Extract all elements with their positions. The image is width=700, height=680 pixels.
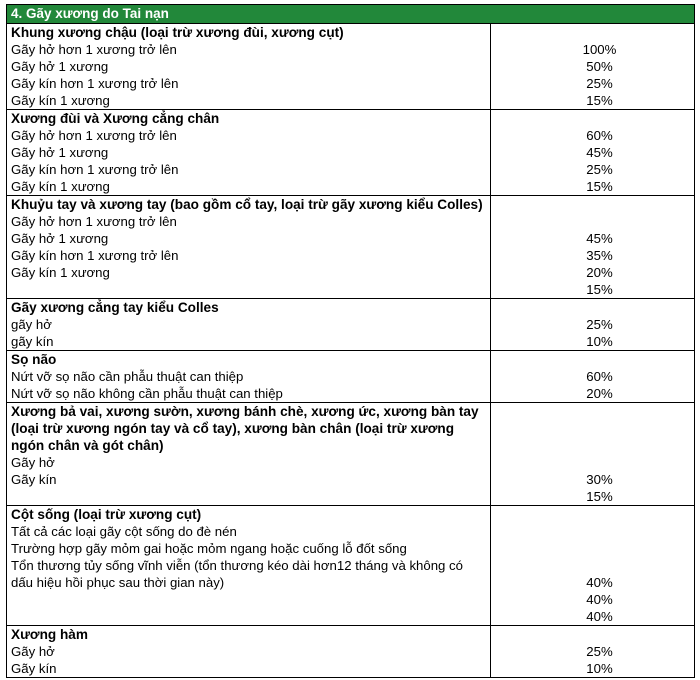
item-value: 20% [586, 386, 613, 401]
spacer [495, 299, 690, 316]
item-label: Gãy kín [11, 472, 57, 487]
section-elbow-arm [7, 196, 695, 299]
spacer [495, 196, 690, 213]
section-description [7, 196, 491, 299]
section-pelvis [7, 24, 695, 110]
item-value: 20% [586, 265, 613, 280]
item-value: 35% [586, 248, 613, 263]
item-value: 15% [586, 93, 613, 108]
item-value: 50% [586, 59, 613, 74]
item-label: Gãy kín 1 xương [11, 265, 110, 280]
section-heading: Sọ não [11, 352, 57, 367]
spacer [495, 626, 690, 643]
item-value: 40% [586, 609, 613, 624]
item-label: Gãy kín [11, 661, 57, 676]
spacer [495, 213, 690, 230]
item-label: Gãy hở [11, 455, 55, 470]
item-value: 15% [586, 282, 613, 297]
section-scapula-ribs [7, 403, 695, 506]
section-percentages [491, 626, 695, 678]
item-label: Trường hợp gãy mỏm gai hoặc mỏm ngang hoặc cuống lỗ đốt sống [11, 541, 407, 556]
item-value: 60% [586, 369, 613, 384]
spacer [495, 454, 690, 471]
item-label: Nứt vỡ sọ não cần phẫu thuật can thiệp [11, 369, 244, 384]
section-percentages [491, 24, 695, 110]
section-percentages [491, 506, 695, 626]
fracture-benefits-table [6, 4, 695, 678]
item-label: Gãy hở 1 xương [11, 231, 109, 246]
item-value: 45% [586, 231, 613, 246]
item-label: gãy kín [11, 334, 54, 349]
section-heading: Khuỷu tay và xương tay (bao gồm cổ tay, loại trừ gãy xương kiểu Colles) [11, 197, 483, 212]
item-value: 100% [582, 42, 617, 57]
item-label: gãy hở [11, 317, 52, 332]
section-femur-shin [7, 110, 695, 196]
item-label: Gãy kín 1 xương [11, 179, 110, 194]
spacer [495, 403, 690, 420]
spacer [495, 420, 690, 437]
item-value: 25% [586, 644, 613, 659]
section-percentages [491, 351, 695, 403]
section-percentages [491, 403, 695, 506]
item-label: Gãy hở hơn 1 xương trở lên [11, 214, 177, 229]
section-description [7, 506, 491, 626]
item-label: Nứt vỡ sọ não không cần phẫu thuật can thiệp [11, 386, 283, 401]
spacer [495, 523, 690, 540]
section-colles [7, 299, 695, 351]
item-value: 40% [586, 575, 613, 590]
spacer [495, 506, 690, 523]
item-label: Tất cả các loại gãy cột sống do đè nén [11, 524, 237, 539]
spacer [495, 437, 690, 454]
section-heading: Xương bả vai, xương sườn, xương bánh chè, xương ức, xương bàn tay (loại trừ xương ngón tay và cổ tay), xương bàn chân (loại trừ xương ngón chân và gót chân) [11, 404, 479, 453]
section-heading: Cột sống (loại trừ xương cụt) [11, 507, 202, 522]
spacer [495, 24, 690, 41]
section-description [7, 299, 491, 351]
item-value: 30% [586, 472, 613, 487]
table-title: 4. Gãy xương do Tai nạn [7, 5, 695, 24]
section-percentages [491, 196, 695, 299]
item-value: 25% [586, 162, 613, 177]
item-label: Gãy hở hơn 1 xương trở lên [11, 42, 177, 57]
item-value: 10% [586, 661, 613, 676]
table-title-row [7, 5, 695, 24]
section-description [7, 24, 491, 110]
item-label: Gãy kín 1 xương [11, 93, 110, 108]
section-heading: Xương hàm [11, 627, 88, 642]
spacer [495, 540, 690, 557]
item-label: Gãy hở hơn 1 xương trở lên [11, 128, 177, 143]
item-label: Gãy kín hơn 1 xương trở lên [11, 162, 179, 177]
item-value: 25% [586, 317, 613, 332]
item-value: 10% [586, 334, 613, 349]
section-jaw [7, 626, 695, 678]
section-spine [7, 506, 695, 626]
spacer [495, 110, 690, 127]
item-value: 25% [586, 76, 613, 91]
section-heading: Khung xương chậu (loại trừ xương đùi, xương cụt) [11, 25, 344, 40]
section-skull [7, 351, 695, 403]
section-heading: Gãy xương cẳng tay kiểu Colles [11, 300, 219, 315]
item-label: Gãy kín hơn 1 xương trở lên [11, 248, 179, 263]
item-label: Tổn thương tủy sống vĩnh viễn (tổn thương kéo dài hơn12 tháng và không có dấu hiệu hồi phục sau thời gian này) [11, 558, 463, 590]
section-percentages [491, 110, 695, 196]
section-percentages [491, 299, 695, 351]
section-description [7, 351, 491, 403]
item-value: 15% [586, 489, 613, 504]
item-value: 15% [586, 179, 613, 194]
item-value: 45% [586, 145, 613, 160]
item-label: Gãy hở 1 xương [11, 145, 109, 160]
item-label: Gãy hở 1 xương [11, 59, 109, 74]
section-description [7, 626, 491, 678]
section-description [7, 110, 491, 196]
item-value: 40% [586, 592, 613, 607]
spacer [495, 557, 690, 574]
item-label: Gãy hở [11, 644, 55, 659]
spacer [495, 351, 690, 368]
section-description [7, 403, 491, 506]
section-heading: Xương đùi và Xương cẳng chân [11, 111, 220, 126]
item-value: 60% [586, 128, 613, 143]
item-label: Gãy kín hơn 1 xương trở lên [11, 76, 179, 91]
